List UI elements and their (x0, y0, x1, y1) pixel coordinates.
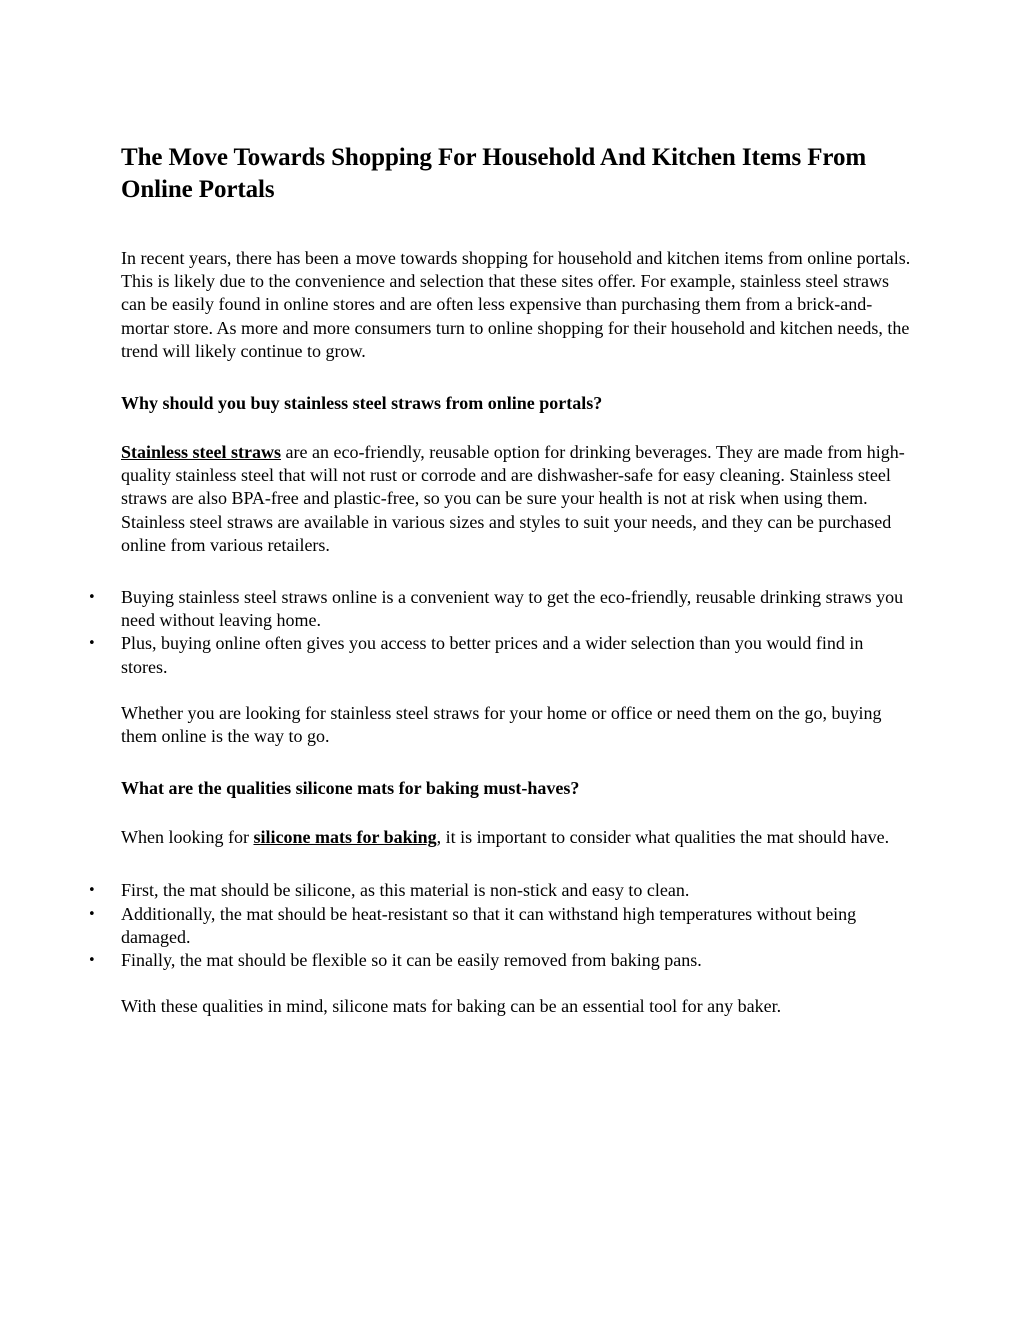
list-item (88, 949, 911, 972)
document-title: The Move Towards Shopping For Household And Kitchen Items From Online Portals (121, 144, 867, 203)
list-item-text: Buying stainless steel straws online is a convenient way to get the eco-friendly, reusable drinking straws you need without leaving home. (121, 587, 904, 631)
straws-paragraph (121, 441, 911, 557)
section-heading-mats: What are the qualities silicone mats for baking must-haves? (121, 778, 580, 799)
straws-bullet-list (88, 586, 911, 679)
mats-paragraph (121, 826, 911, 849)
list-item-text: Additionally, the mat should be heat-resistant so that it can withstand high temperatures without being damaged. (121, 903, 857, 947)
mats-paragraph-text: , it is important to consider what qualities the mat should have. (436, 827, 890, 848)
bullet-icon: • (88, 636, 96, 652)
intro-paragraph: In recent years, there has been a move towards shopping for household and kitchen items from online portals. This is likely due to the convenience and selection that these sites offer. For example, stainless steel straws can be easily found in online stores and are often less expensive than purchasing them from a brick-and-mortar store. As more and more consumers turn to online shopping for their household and kitchen needs, the trend will likely continue to grow. (121, 248, 911, 361)
bullet-icon: • (88, 906, 96, 922)
list-item-text: Plus, buying online often gives you access to better prices and a wider selection than you would find in stores. (121, 633, 864, 677)
silicone-mats-link[interactable]: silicone mats for baking (253, 827, 437, 848)
section-heading-straws: Why should you buy stainless steel straws from online portals? (121, 393, 603, 414)
mats-closing-paragraph: With these qualities in mind, silicone mats for baking can be an essential tool for any baker. (121, 996, 782, 1017)
bullet-icon: • (88, 953, 96, 969)
mats-paragraph-start: When looking for (121, 827, 254, 848)
bullet-icon: • (88, 590, 96, 606)
straws-paragraph-text: are an eco-friendly, reusable option for drinking beverages. They are made from high-quality stainless steel that will not rust or corrode and are dishwasher-safe for easy cleaning. Stainless steel straws are also BPA-free and plastic-free, so you can be sure your health is not at risk when using them. Stainless steel straws are available in various sizes and styles to suit your needs, and they can be purchased online from various retailers. (121, 442, 905, 555)
list-item (88, 879, 911, 902)
list-item (88, 903, 911, 949)
list-item-text: First, the mat should be silicone, as this material is non-stick and easy to clean. (121, 880, 690, 901)
mats-bullet-list (88, 879, 911, 972)
list-item (88, 586, 911, 632)
bullet-icon: • (88, 883, 96, 899)
straws-closing-paragraph: Whether you are looking for stainless steel straws for your home or office or need them on the go, buying them online is the way to go. (121, 702, 882, 747)
list-item (88, 632, 911, 678)
stainless-steel-straws-link[interactable]: Stainless steel straws (121, 442, 281, 463)
document-page (88, 142, 911, 1040)
list-item-text: Finally, the mat should be flexible so it can be easily removed from baking pans. (121, 950, 702, 971)
